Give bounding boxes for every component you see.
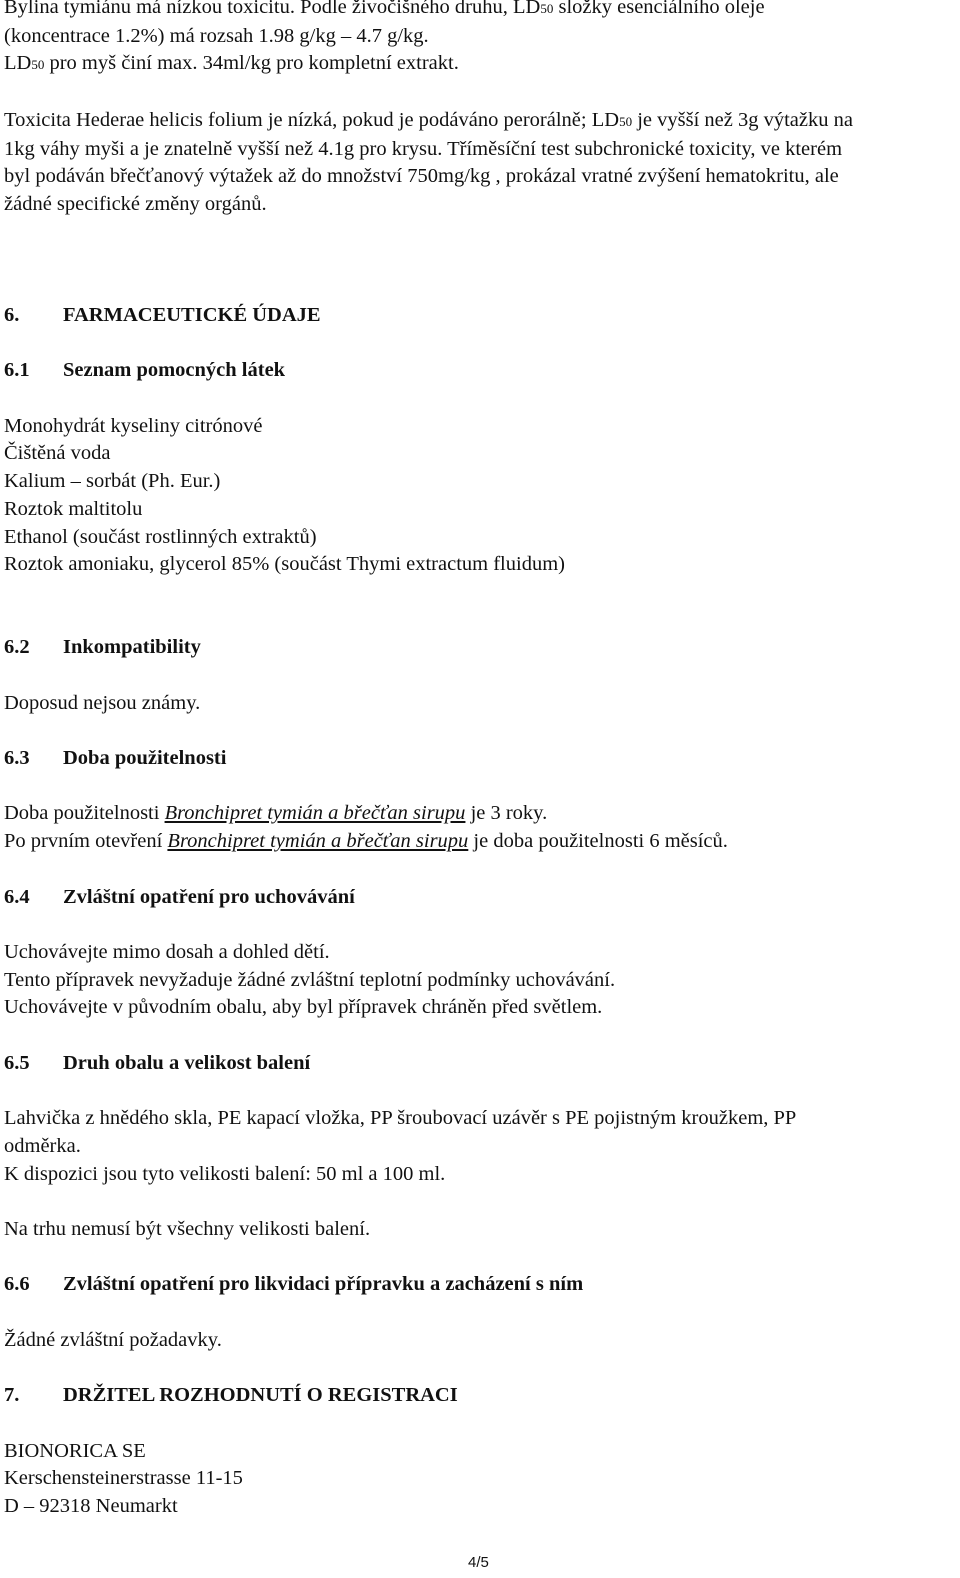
text: Lahvička z hnědého skla, PE kapací vložka, PP šroubovací uzávěr s PE pojistným kroužkem, PP bbox=[4, 1107, 797, 1130]
section-title: Seznam pomocných látek bbox=[63, 359, 286, 382]
section-title: DRŽITEL ROZHODNUTÍ O REGISTRACI bbox=[63, 1384, 458, 1407]
marketing-authorisation-holder bbox=[4, 1438, 954, 1521]
storage-text bbox=[4, 939, 954, 1022]
product-name-link: Bronchipret tymián a břečťan sirupu bbox=[167, 830, 469, 853]
text: Doba použitelnosti bbox=[4, 802, 165, 825]
text: Kerschensteinerstrasse 11-15 bbox=[4, 1467, 243, 1490]
section-number: 6.4 bbox=[4, 885, 30, 908]
section-6-4-heading bbox=[4, 884, 954, 912]
text: Uchovávejte v původním obalu, aby byl přípravek chráněn před světlem. bbox=[4, 996, 603, 1019]
section-title: Doba použitelnosti bbox=[63, 747, 227, 770]
section-6-2-heading bbox=[4, 634, 954, 662]
list-item: Ethanol (součást rostlinných extraktů) bbox=[4, 525, 317, 548]
section-number: 6.3 bbox=[4, 747, 30, 770]
subscript: 50 bbox=[540, 1, 554, 16]
pack-size-note bbox=[4, 1216, 954, 1244]
section-6-heading bbox=[4, 302, 954, 330]
incompatibilities-text bbox=[4, 690, 954, 718]
text: Toxicita Hederae helicis folium je nízká, pokud je podáváno perorálně; LD bbox=[4, 108, 620, 131]
toxicity-paragraph-thyme bbox=[4, 0, 954, 79]
section-title: Inkompatibility bbox=[63, 636, 201, 659]
list-item: Čištěná voda bbox=[4, 442, 111, 465]
excipients-list bbox=[4, 413, 954, 579]
subscript: 50 bbox=[31, 57, 45, 73]
section-title: Druh obalu a velikost balení bbox=[63, 1051, 311, 1074]
page-number: 4/5 bbox=[468, 1554, 489, 1571]
toxicity-paragraph-ivy bbox=[4, 107, 954, 219]
text: D – 92318 Neumarkt bbox=[4, 1494, 178, 1517]
list-item: Monohydrát kyseliny citrónové bbox=[4, 414, 263, 437]
text: pro myš činí max. 34ml/kg pro kompletní extrakt. bbox=[44, 52, 459, 75]
text: BIONORICA SE bbox=[4, 1439, 146, 1462]
text: (koncentrace 1.2%) má rozsah 1.98 g/kg – 4.7 g/kg. bbox=[4, 24, 429, 47]
text: je 3 roky. bbox=[465, 802, 548, 825]
text: Bylina tymiánu má nízkou toxicitu. Podle živočišného druhu, LD bbox=[4, 0, 541, 18]
text: LD bbox=[4, 52, 32, 75]
section-number: 6.5 bbox=[4, 1051, 30, 1074]
section-number: 6. bbox=[4, 303, 20, 326]
list-item: Kalium – sorbát (Ph. Eur.) bbox=[4, 470, 221, 493]
text: Po prvním otevření bbox=[4, 830, 168, 853]
section-6-5-heading bbox=[4, 1050, 954, 1078]
section-7-heading bbox=[4, 1382, 954, 1410]
section-number: 6.2 bbox=[4, 636, 30, 659]
section-6-1-heading bbox=[4, 357, 954, 385]
text: Na trhu nemusí být všechny velikosti balení. bbox=[4, 1217, 371, 1240]
document-page bbox=[4, 0, 954, 1521]
shelf-life-text bbox=[4, 800, 954, 855]
text: je doba použitelnosti 6 měsíců. bbox=[468, 830, 728, 853]
list-item: Roztok amoniaku, glycerol 85% (součást Thymi extractum fluidum) bbox=[4, 553, 565, 576]
product-name-link: Bronchipret tymián a břečťan sirupu bbox=[164, 802, 466, 825]
list-item: Roztok maltitolu bbox=[4, 497, 143, 520]
section-number: 6.1 bbox=[4, 359, 30, 382]
section-6-6-heading bbox=[4, 1271, 954, 1299]
text: Tento přípravek nevyžaduje žádné zvláštní teplotní podmínky uchovávání. bbox=[4, 968, 616, 991]
section-6-3-heading bbox=[4, 745, 954, 773]
disposal-text bbox=[4, 1327, 954, 1355]
section-title: FARMACEUTICKÉ ÚDAJE bbox=[63, 303, 321, 326]
section-number: 6.6 bbox=[4, 1273, 30, 1296]
text: Uchovávejte mimo dosah a dohled dětí. bbox=[4, 940, 330, 963]
section-title: Zvláštní opatření pro likvidaci přípravku a zacházení s ním bbox=[63, 1273, 584, 1296]
text: odměrka. bbox=[4, 1134, 81, 1157]
text: žádné specifické změny orgánů. bbox=[4, 192, 267, 215]
text: byl podáván břečťanový výtažek až do množství 750mg/kg , prokázal vratné zvýšení hematokritu, ale bbox=[4, 165, 839, 188]
section-number: 7. bbox=[4, 1384, 20, 1407]
text: Doposud nejsou známy. bbox=[4, 691, 201, 714]
text: 1kg váhy myši a je znatelně vyšší než 4.1g pro krysu. Tříměsíční test subchronické toxicity, ve kterém bbox=[4, 137, 843, 160]
text: Žádné zvláštní požadavky. bbox=[4, 1328, 222, 1351]
section-title: Zvláštní opatření pro uchovávání bbox=[63, 885, 355, 908]
subscript: 50 bbox=[619, 113, 633, 129]
text: složky esenciálního oleje bbox=[553, 0, 765, 18]
text: K dispozici jsou tyto velikosti balení: 50 ml a 100 ml. bbox=[4, 1162, 446, 1185]
text: je vyšší než 3g výtažku na bbox=[632, 108, 853, 131]
container-text bbox=[4, 1105, 954, 1188]
